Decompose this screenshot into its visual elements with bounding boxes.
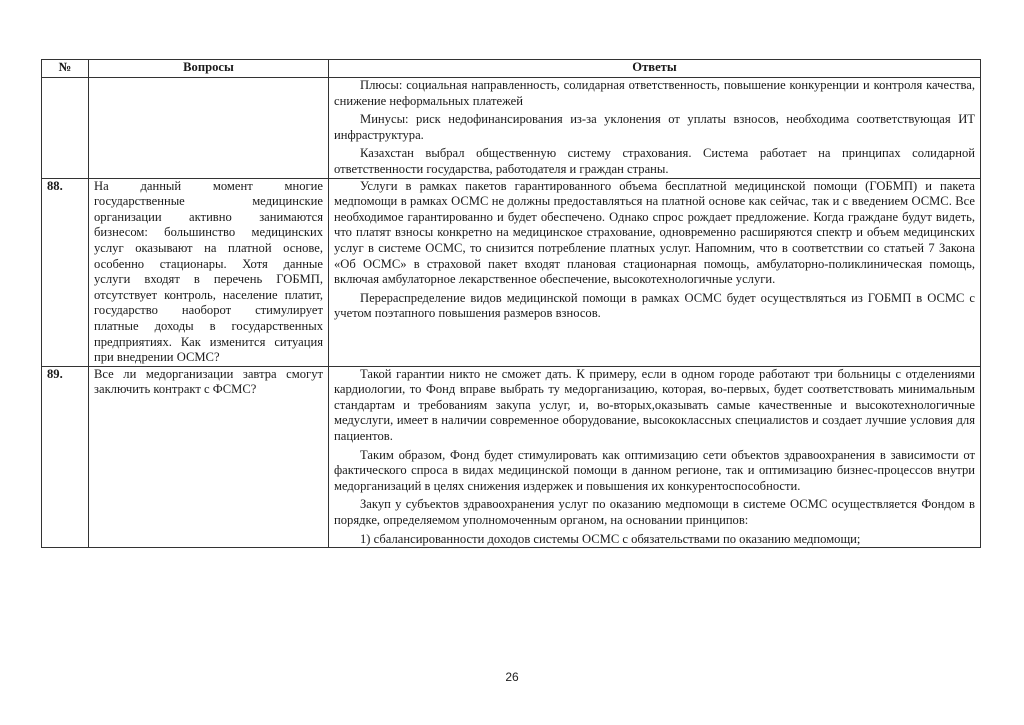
answer-cell xyxy=(329,178,981,366)
answer-cell xyxy=(329,78,981,179)
question-text: Все ли медорганизации завтра смогут заключить контракт с ФСМС? xyxy=(94,366,323,397)
table-header-row xyxy=(42,60,981,78)
header-num: № xyxy=(42,60,89,78)
question-cell xyxy=(89,78,329,179)
answer-paragraph: 1) сбалансированности доходов системы ОСМС с обязательствами по оказанию медпомощи; xyxy=(360,531,861,546)
header-answers: Ответы xyxy=(329,60,981,78)
question-cell xyxy=(89,178,329,366)
table-row xyxy=(42,78,981,179)
answer-paragraph: Казахстан выбрал общественную систему страхования. Система работает на принципах солидарной ответственности государства, работодателя и граждан страны. xyxy=(334,146,975,176)
table-row xyxy=(42,178,981,366)
page-number: 26 xyxy=(505,670,519,684)
answer-paragraph: Услуги в рамках пакетов гарантированного объема бесплатной медицинской помощи (ГОБМП) и пакета медпомощи в рамках ОСМС не должны предоставляться на платной основе как сейчас, так и с введением ОСМС. Все необходимое гарантированно и будет обеспечено. Однако спрос рождает предложение. Когда граждане будут видеть, что платят взносы конкретно на медицинское страхование, одновременно расширяются спектр и объем медицинских услуг в системе ОСМС, то снизится потребление платных услуг. Напомним, что в соответствии со статьей 7 Закона «Об ОСМС» в страховой пакет входят плановая стационарная помощь, амбулаторно-поликлиническая помощь, включая амбулаторное лекарственное обеспечение, высокотехнологичные услуги. xyxy=(334,178,975,287)
answer-paragraph: Таким образом, Фонд будет стимулировать как оптимизацию сети объектов здравоохранения в зависимости от фактического спроса в видах медицинской помощи в данном регионе, так и оптимизацию бизнес-процессов внутри медорганизаций в целях снижения издержек и повышения их конкурентоспособности. xyxy=(334,447,975,493)
question-cell xyxy=(89,366,329,548)
table-row xyxy=(42,366,981,548)
answer-paragraph: Такой гарантии никто не сможет дать. К примеру, если в одном городе работают три больницы с отделениями кардиологии, то Фонд вправе выбрать ту медорганизацию, которая, во-первых, будет соответствовать минимальным стандартам и требованиям закупа услуг, и, во-вторых,оказывать самые качественные и высокотехнологичные медуслуги, имеет в наличии современное оборудование, высококлассных специалистов и создает лучшие условия для пациентов. xyxy=(334,366,975,444)
row-number xyxy=(42,78,89,179)
qa-table xyxy=(41,59,981,548)
question-text: На данный момент многие государственные медицинские организации активно занимаются бизнесом: большинство медицинских услуг оказывают на платной основе, особенно стационары. Хотя данные услуги входят в перечень ГОБМП, отсутствует контроль, население платит, государство наоборот стимулирует платные доходы в государственных предприятиях. Как изменится ситуация при внедрении ОСМС? xyxy=(94,178,323,365)
row-number: 88. xyxy=(42,178,89,366)
header-questions: Вопросы xyxy=(89,60,329,78)
answer-paragraph: Перераспределение видов медицинской помощи в рамках ОСМС будет осуществляться из ГОБМП в ОСМС с учетом поэтапного повышения размеров взносов. xyxy=(334,290,975,321)
answer-paragraph: Минусы: риск недофинансирования из-за уклонения от уплаты взносов, необходима соответствующая ИТ инфраструктура. xyxy=(334,112,975,142)
row-number: 89. xyxy=(42,366,89,548)
answer-cell xyxy=(329,366,981,548)
answer-paragraph: Плюсы: социальная направленность, солидарная ответственность, повышение конкуренции и контроля качества, снижение неформальных платежей xyxy=(334,78,975,108)
answer-paragraph: Закуп у субъектов здравоохранения услуг по оказанию медпомощи в системе ОСМС осуществляется Фондом в порядке, определяемом уполномоченным органом, на основании принципов: xyxy=(334,497,975,528)
